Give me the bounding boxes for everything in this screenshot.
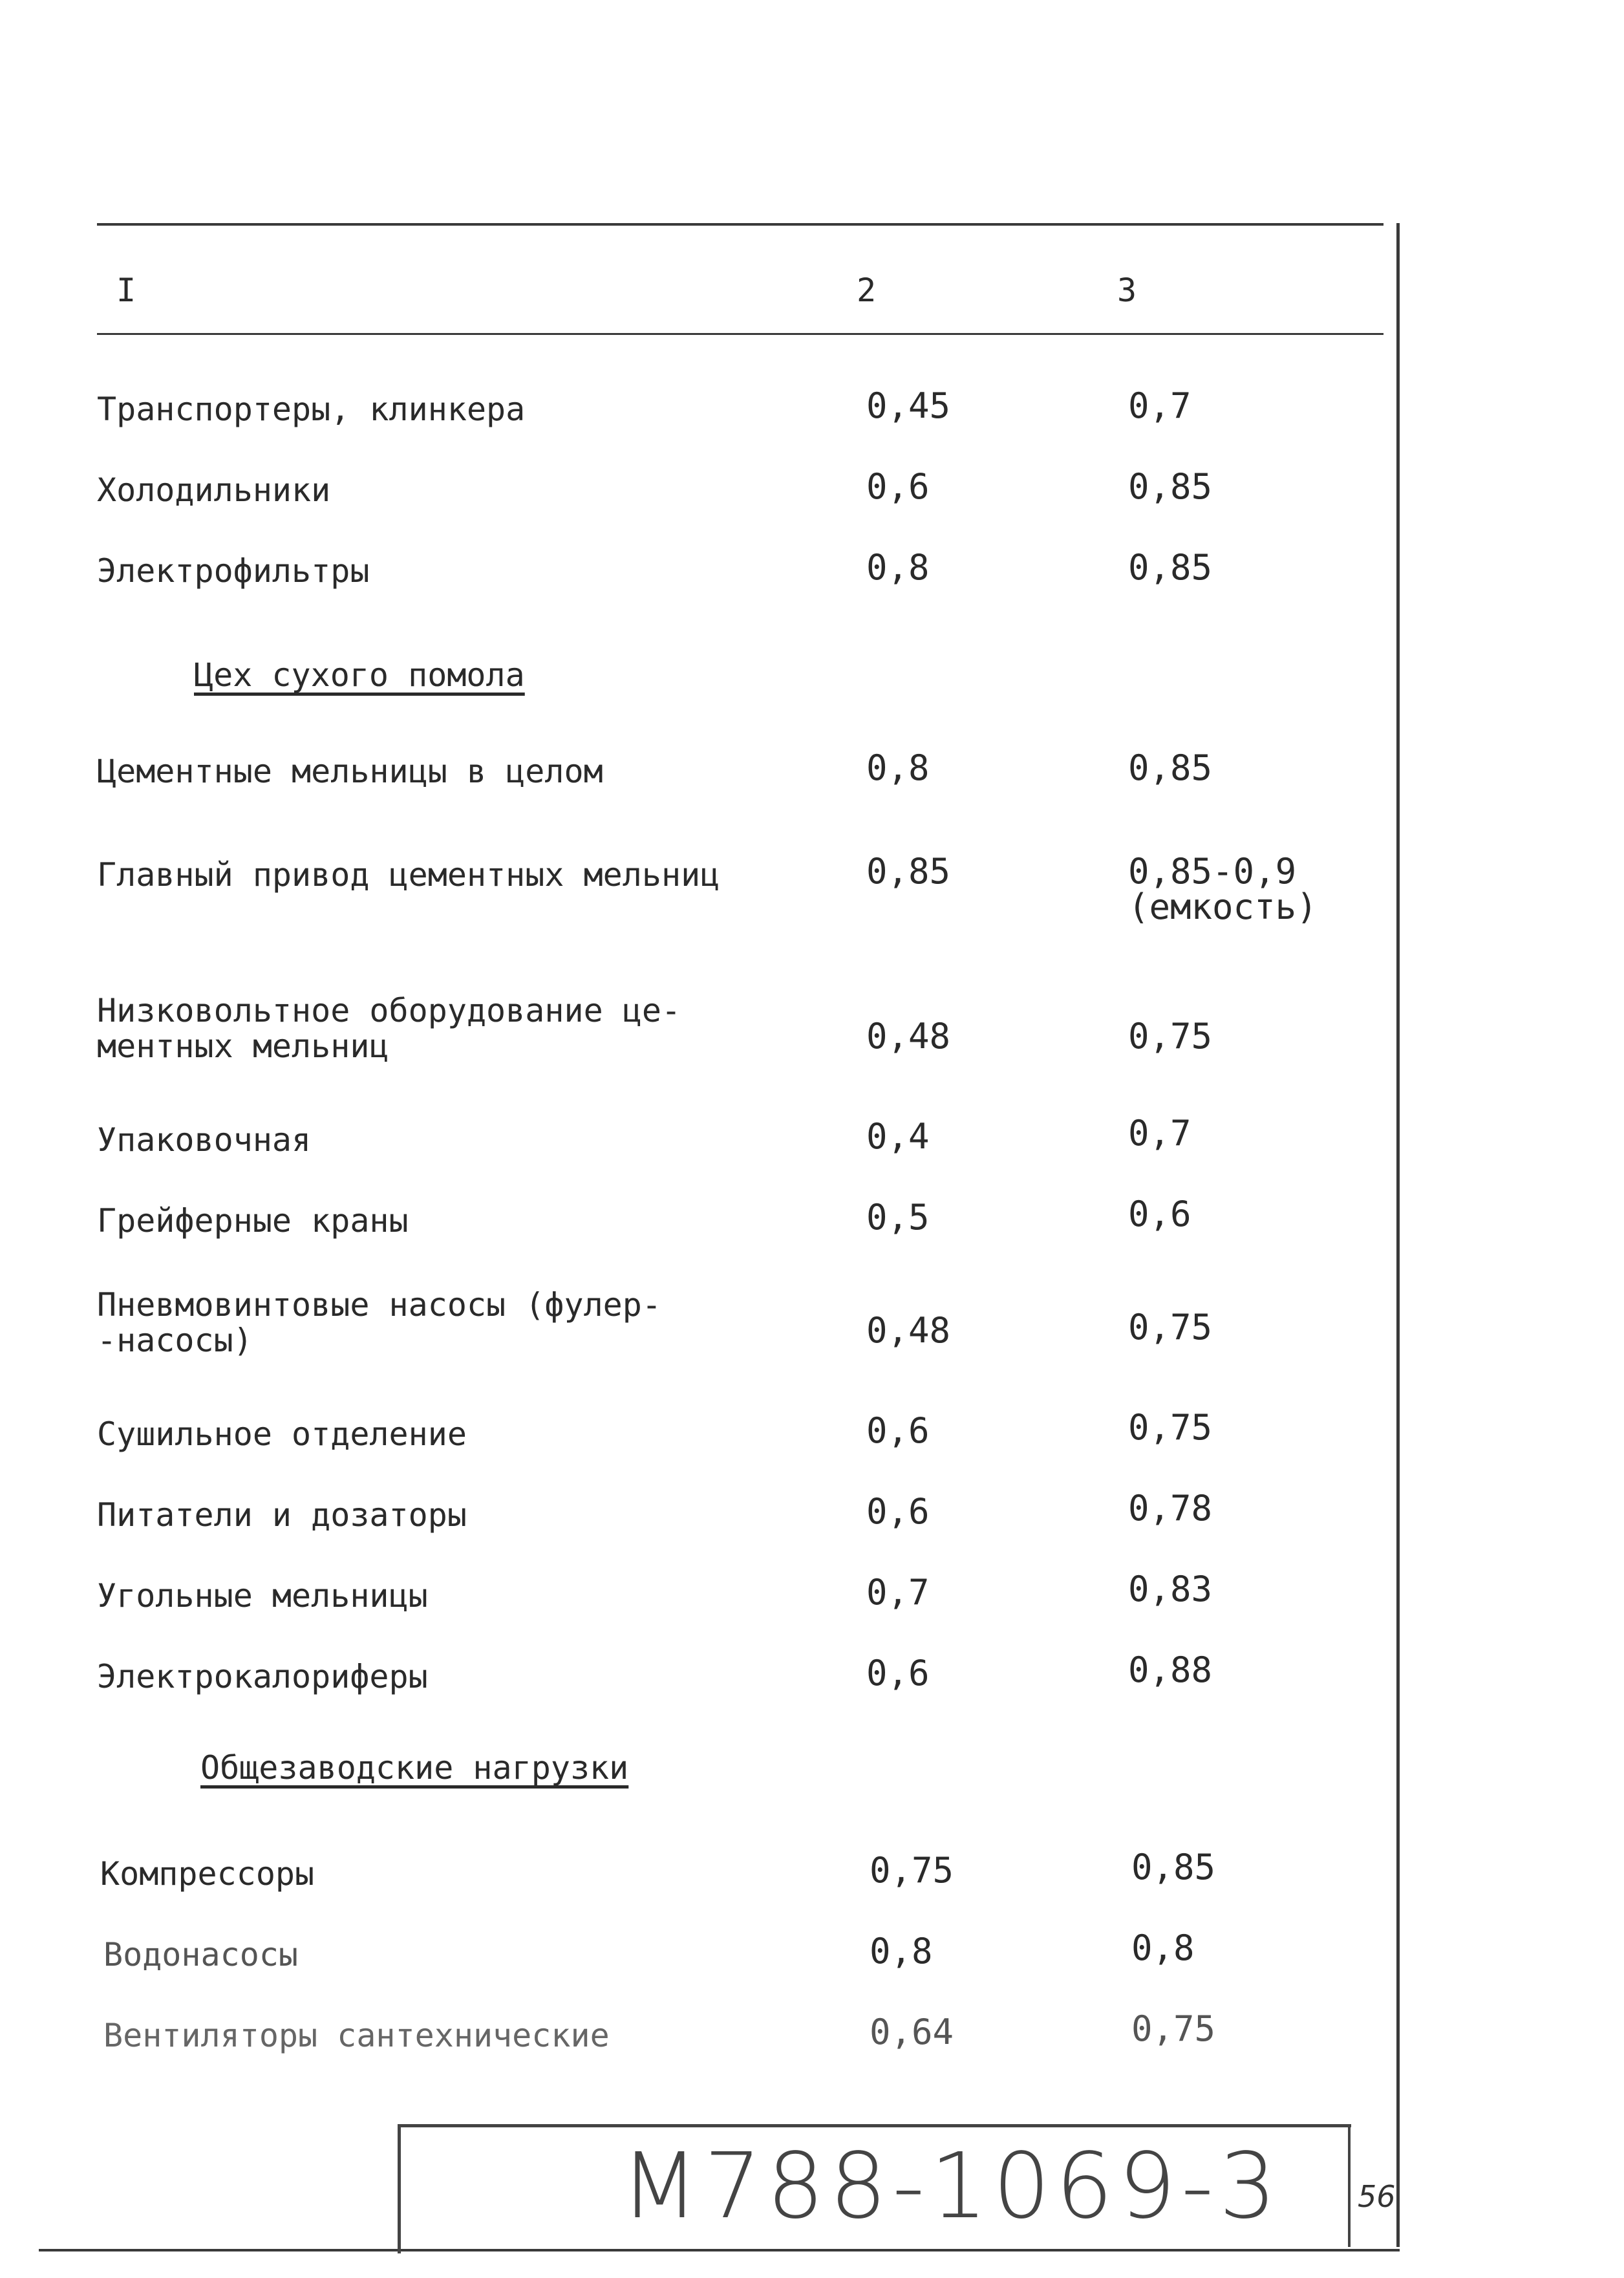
row-label-continued: -насосы)	[97, 1322, 253, 1359]
row-value-col3-note: (емкость)	[1128, 886, 1318, 927]
row-label: Упаковочная	[97, 1121, 312, 1159]
row-value-col3: 0,85	[1128, 547, 1213, 588]
row-label: Цементные мельницы в целом	[97, 753, 603, 790]
row-value-col3: 0,6	[1128, 1194, 1191, 1234]
row-value-col3: 0,75	[1128, 1407, 1213, 1448]
row-label-continued: ментных мельниц	[97, 1027, 389, 1065]
row-value-col3: 0,85	[1131, 1847, 1216, 1887]
row-value-col2: 0,6	[866, 1653, 930, 1693]
row-value-col2: 0,4	[866, 1116, 930, 1157]
row-value-col2: 0,48	[866, 1016, 951, 1057]
row-value-col3: 0,83	[1128, 1569, 1213, 1609]
row-value-col2: 0,6	[866, 1491, 930, 1532]
document-code: М788-1069-3	[621, 2134, 1282, 2239]
row-value-col3: 0,78	[1128, 1488, 1213, 1529]
row-label: Сушильное отделение	[97, 1415, 467, 1453]
row-value-col3: 0,85-0,9	[1128, 851, 1297, 892]
row-value-col2: 0,8	[866, 547, 930, 588]
row-label: Компрессоры	[100, 1855, 315, 1893]
row-value-col3: 0,75	[1128, 1016, 1213, 1057]
row-label: Главный привод цементных мельниц	[97, 856, 720, 894]
row-label: Электрофильтры	[97, 552, 370, 590]
row-label: Холодильники	[97, 471, 331, 509]
row-value-col2: 0,48	[866, 1310, 951, 1351]
row-value-col3: 0,7	[1128, 385, 1191, 426]
row-value-col2: 0,8	[870, 1931, 933, 1972]
table-top-rule	[97, 223, 1384, 226]
row-value-col2: 0,8	[866, 747, 930, 788]
row-value-col2: 0,6	[866, 466, 930, 507]
header-col3: 3	[1117, 272, 1137, 309]
row-value-col3: 0,85	[1128, 747, 1213, 788]
row-label: Вентиляторы сантехнические	[103, 2017, 610, 2054]
row-value-col3: 0,7	[1128, 1113, 1191, 1154]
table-header-rule	[97, 333, 1384, 335]
row-value-col2: 0,6	[866, 1410, 930, 1451]
section-heading-plant-loads: Общезаводские нагрузки	[200, 1749, 629, 1787]
row-value-col2: 0,7	[866, 1572, 930, 1613]
row-value-col3: 0,75	[1131, 2008, 1216, 2049]
row-value-col3: 0,75	[1128, 1307, 1213, 1348]
row-value-col3: 0,88	[1128, 1649, 1213, 1690]
row-value-col2: 0,64	[870, 2012, 954, 2052]
row-label: Водонасосы	[103, 1936, 299, 1973]
row-label: Низковольтное оборудование це-	[97, 992, 681, 1029]
row-value-col3: 0,8	[1131, 1928, 1195, 1968]
page-right-border	[1396, 223, 1400, 2247]
row-value-col2: 0,45	[866, 385, 951, 426]
row-value-col3: 0,85	[1128, 466, 1213, 507]
row-value-col2: 0,5	[866, 1197, 930, 1238]
row-label: Пневмовинтовые насосы (фулер-	[97, 1286, 661, 1324]
row-label: Грейферные краны	[97, 1202, 409, 1240]
row-value-col2: 0,85	[866, 851, 951, 892]
row-label: Электрокалориферы	[97, 1658, 428, 1695]
header-col1: I	[116, 272, 136, 309]
sheet-number: 56	[1358, 2179, 1396, 2214]
section-heading-dry-grinding: Цех сухого помола	[194, 656, 525, 694]
row-label: Транспортеры, клинкера	[97, 391, 526, 428]
row-value-col2: 0,75	[870, 1850, 954, 1891]
header-col2: 2	[857, 272, 877, 309]
row-label: Питатели и дозаторы	[97, 1496, 467, 1534]
row-label: Угольные мельницы	[97, 1577, 428, 1615]
